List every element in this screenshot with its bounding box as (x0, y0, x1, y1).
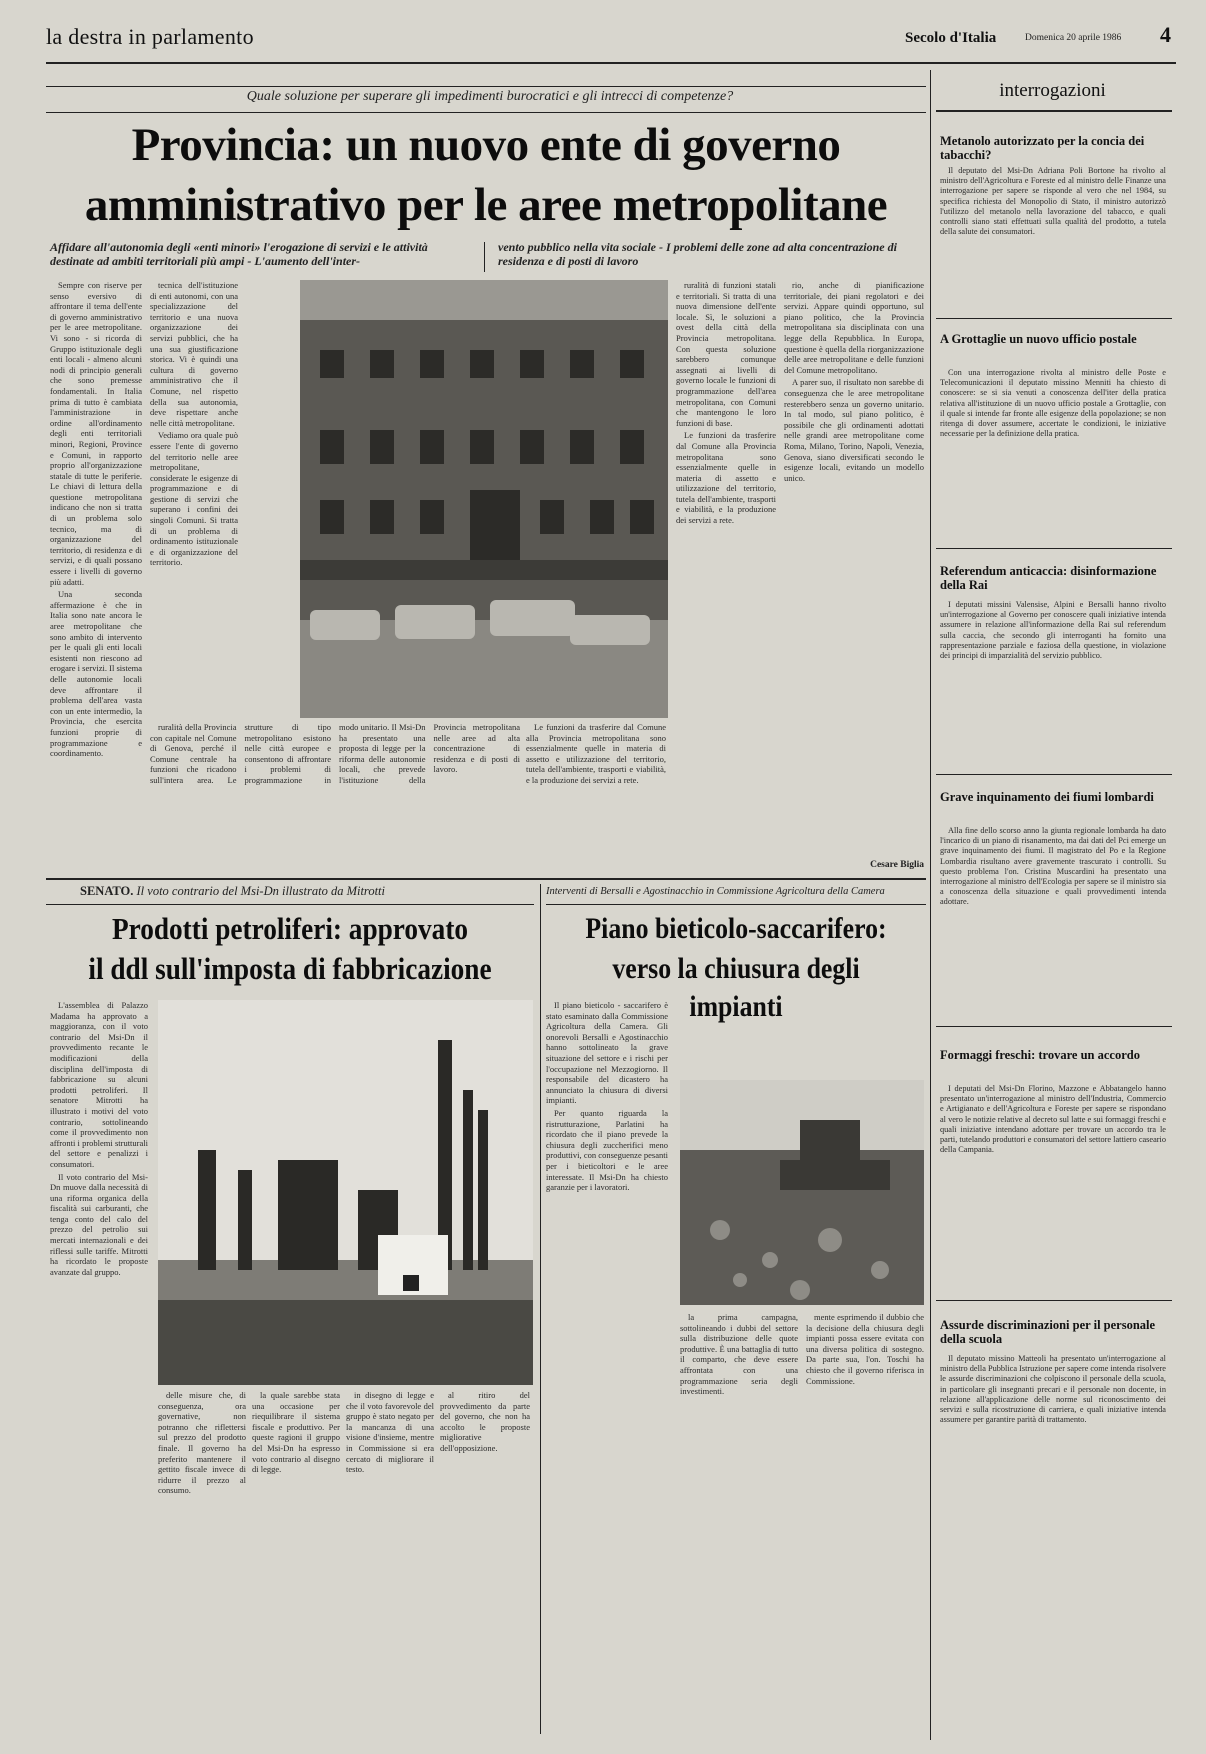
sidebar-divider-3 (936, 774, 1172, 775)
sidebar-paragraph: Con una interrogazione rivolta al ministro delle Poste e Telecomunicazioni il deputato missino Menniti ha chiesto di conoscere: se si sia venuti a conoscenza dell'iter della pratica relativa all'istituzione di un nuovo ufficio postale a Grottaglie, con il quale si intende far fronte alle esigenze della popolazione; se non ritenga di dover assumere, accertate le condizioni, le iniziative necessarie per la definizione della pratica. (940, 368, 1166, 439)
main-body-paragraph: tecnica dell'istituzione di enti autonomi, con una specializzazione del territorio e una nuova organizzazione dei servizi pubblici, che ha una sua giustificazione storica. Vi è quindi una cultura di governo amministrativo che il Comune, nel rispetto della sua autonomia, deve rispettare anche nelle città metropolitane. (150, 280, 238, 428)
petroliferi-body-column-5 (440, 1390, 530, 1730)
main-top-rule (46, 86, 926, 87)
bieticolo-paragraph: Per quanto riguarda la ristrutturazione, Parlatini ha ricordato che il piano prevede la chiusura degli zuccherifici meno produttivi, con conseguenze pesanti per i bieticoltori e le aree interessate. Il Msi-Dn ha chiesto garanzie per i lavoratori. (546, 1107, 668, 1193)
petroliferi-body-column-1 (50, 1000, 148, 1730)
main-body-column-2 (150, 280, 238, 720)
main-body-paragraph: A parer suo, il risultato non sarebbe di conseguenza che le aree metropolitane resterebbero senza un governo unitario. In tal modo, sul piano politico, è possibile che gli ordinamenti adottati nelle grandi aree metropolitane come Roma, Milano, Torino, Napoli, Venezia, Genova, siano diversificati secondo le esigenze locali, evitando un modello unico. (784, 377, 924, 483)
petroliferi-kicker-rest: Il voto contrario del Msi-Dn illustrato da Mitrotti (136, 884, 386, 898)
main-bottom-rule (46, 878, 926, 880)
bieticolo-photo-bulldozer (680, 1080, 924, 1305)
petroliferi-paragraph: delle misure che, di conseguenza, ora governative, non potranno che riflettersi sul prezzo del prodotto finale. Il governo ha preferito mantenere il gettito fiscale invece di ridurre il prezzo al consumo. (158, 1390, 246, 1496)
petroliferi-photo-refinery (158, 1000, 533, 1385)
main-kicker: Quale soluzione per superare gli impedimenti burocratici e gli intrecci di competenze? (246, 89, 734, 104)
sidebar-paragraph: Alla fine dello scorso anno la giunta regionale lombarda ha dato l'incarico di un piano di risanamento, ma dai dati del Pci emerge un grave inquinamento dei fiumi. Il magistrato del Po e la Regione Lombardia risultano avere gravemente trascurato i controlli. Su questo problema l'on. Cristina Muscardini ha presentato una interrogazione al ministro dell'Ecologia per sapere se il ministro sia a conoscenza della situazione e quali provvedimenti intenda adottare. (940, 826, 1166, 907)
main-photo-palazzo (300, 280, 668, 718)
petroliferi-headline-line2: il ddl sull'imposta di fabbricazione (88, 951, 492, 986)
main-byline: Cesare Biglia (870, 860, 924, 870)
section-title: la destra in parlamento (46, 24, 254, 49)
sidebar-header-rule (936, 110, 1172, 112)
sidebar-item-body (940, 1354, 1166, 1734)
sidebar-item-body (940, 166, 1166, 292)
main-body-paragraph: Vediamo ora quale può essere l'ente di governo del territorio nelle aree metropolitane, considerate le esigenze di programmazione e di gestione di servizi che superano i confini dei singoli Comuni. Si tratta di un problema di ordinamento istituzionale e di organizzazione del territorio. (150, 430, 238, 568)
sidebar-item-title: Metanolo autorizzato per la concia dei tabacchi? (940, 134, 1145, 162)
bottom-articles-divider (540, 884, 541, 1734)
bieticolo-body-column-3 (806, 1312, 924, 1732)
page-number: 4 (1160, 22, 1171, 47)
sidebar-divider-2 (936, 548, 1172, 549)
sidebar-item-title: Formaggi freschi: trovare un accordo (940, 1048, 1140, 1062)
main-body-paragraph: ruralità della Provincia con capitale nel Comune di Genova, perché il Comune centrale ha funzioni che ricadono sull'intera area. Le strutture di tipo metropolitano esistono nelle città europee e consentono di affrontare i problemi di programmazione in modo unitario. Il Msi-Dn ha presentato una proposta di legge per la riforma delle autonomie locali, che prevede l'istituzione della Provincia metropolitana nelle aree ad alta concentrazione di residenza e di posti di lavoro. (150, 722, 520, 785)
main-kicker-rule (46, 112, 926, 113)
sidebar-paragraph: I deputati missini Valensise, Alpini e Bersalli hanno rivolto un'interrogazione al Governo per conoscere quali iniziative intenda assumere in relazione all'informazione della Rai sul referendum sulla caccia, che secondo gli interroganti ha fornito una rappresentazione parziale e faziosa della questione, in violazione dei principi di imparzialità del servizio pubblico. (940, 600, 1166, 661)
bieticolo-kicker-rule (546, 904, 926, 905)
main-body-column-4 (676, 280, 776, 870)
sidebar-item-body (940, 600, 1166, 760)
issue-date: Domenica 20 aprile 1986 (1025, 33, 1122, 43)
petroliferi-body-column-2 (158, 1390, 246, 1730)
main-body-paragraph: Le funzioni da trasferire dal Comune alla Provincia metropolitana sono essenzialmente quelle in materia di assetto e utilizzazione del territorio, tutela dell'ambiente, trasporti e viabilità, e la produzione dei servizi a rete. (676, 430, 776, 526)
sidebar-divider-4 (936, 1026, 1172, 1027)
deck-divider (484, 242, 485, 272)
sidebar-paragraph: Il deputato del Msi-Dn Adriana Poli Bortone ha rivolto al ministro dell'Agricoltura e Foreste ed al ministro delle Finanze una interrogazione per sapere se risponde al vero che nel 1984, su specifica richiesta del Monopolio di Stato, il ministro autorizzò l'utilizzo del metanolo nella lavorazione del tabacco, e quali controlli siano stati effettuati sulla qualità del prodotto, a tutela della salute dei consumatori. (940, 166, 1166, 237)
sidebar-divider-5 (936, 1300, 1172, 1301)
petroliferi-paragraph: la quale sarebbe stata una occasione per riequilibrare il sistema fiscale e produttivo. Per queste ragioni il gruppo del Msi-Dn ha espresso voto contrario al disegno di legge. (252, 1390, 340, 1475)
sidebar-divider (930, 70, 931, 1740)
sidebar-item-title: Referendum anticaccia: disinformazione della Rai (940, 564, 1157, 592)
photo-caption-columns (150, 722, 520, 870)
bieticolo-body-column-1 (546, 1000, 668, 1730)
main-body-column-5 (784, 280, 924, 850)
newspaper-name: Secolo d'Italia (905, 30, 997, 46)
bieticolo-headline-line2: verso la chiusura degli impianti (612, 952, 860, 1023)
main-body-paragraph: Sempre con riserve per senso eversivo di affrontare il tema dell'ente di governo amministrativo per le aree metropolitane. Vi sono - si ricorda di Gruppo istituzionale degli enti locali - almeno alcuni nodi di principio generali che sono premesse fondamentali. In Italia prima di tutto è cambiata l'amministrazione in ordine all'ordinamento degli enti territoriali minori, Regioni, Province e Comuni, in rapporto proprio all'organizzazione statale di tutte le periferie. Le chiavi di lettura della questione metropolitana indicano che non si tratta di un problema solo tecnico, ma di organizzazione del territorio, di residenza e di servizi, e di quali possano essere i livelli di governo più adatti. (50, 280, 142, 587)
main-body-column-3 (526, 722, 666, 870)
main-headline-line1: Provincia: un nuovo ente di governo (131, 119, 841, 171)
sidebar-item-body (940, 368, 1166, 528)
main-body-paragraph: rio, anche di pianificazione territoriale, dei piani regolatori e dei servizi. Appare quindi opportuno, sul piano politico, che la Provincia metropolitana sia disciplinata con una legge della Repubblica. In Europa, questione è quella della riorganizzazione delle aree metropolitane e delle funzioni del Comune metropolitano. (784, 280, 924, 375)
petroliferi-kicker (80, 884, 480, 899)
petroliferi-paragraph: al ritiro del provvedimento da parte del governo, che non ha accolto le proposte migliorative dell'opposizione. (440, 1390, 530, 1453)
petroliferi-headline-line1: Prodotti petroliferi: approvato (111, 911, 469, 946)
sidebar-paragraph: I deputati del Msi-Dn Florino, Mazzone e Abbatangelo hanno presentato un'interrogazione al ministro dell'Industria, Commercio e Artigianato e dell'Agricoltura e Foreste per sapere se rispondano al vero le notizie relative al decreto sul latte e sui formaggi freschi e quali iniziative intendano adottare per trovare un accordo tra le parti, tutelando produttori e consumatori del settore lattiero caseario della Campania. (940, 1084, 1166, 1155)
petroliferi-kicker-bold: SENATO. (80, 884, 134, 898)
bieticolo-paragraph: Il piano bieticolo - saccarifero è stato esaminato dalla Commissione Agricoltura della Camera. Gli onorevoli Bersalli e Agostinacchio hanno sottolineato la grave situazione del settore e i rischi per l'occupazione nel Mezzogiorno. Il responsabile del dicastero ha annunciato la chiusura di diversi impianti. (546, 1000, 668, 1106)
petroliferi-body-column-4 (346, 1390, 434, 1730)
petroliferi-paragraph: in disegno di legge e che il voto favorevole del gruppo è stato negato per la mancanza di una visione d'insieme, mentre in Commissione si era cercato di migliorare il testo. (346, 1390, 434, 1475)
sidebar-paragraph: Il deputato missino Matteoli ha presentato un'interrogazione al ministro della Pubblica Istruzione per sapere come intenda risolvere le assurde discriminazioni che colpiscono il personale della scuola, in particolare gli insegnanti precari e il personale non docente, in relazione all'applicazione delle norme sul riconoscimento dei servizi e sulla ricostruzione di carriera, e quali iniziative intenda assumere per garantire parità di trattamento. (940, 1354, 1166, 1425)
bieticolo-headline-line1: Piano bieticolo-saccarifero: (585, 912, 887, 945)
main-body-column-1 (50, 280, 142, 980)
bieticolo-paragraph: mente esprimendo il dubbio che la decisione della chiusura degli impianti possa essere evitata con una diversa politica di sostegno. Da parte sua, l'on. Toschi ha chiesto che il governo riferisca in Commissione. (806, 1312, 924, 1386)
main-deck-right: vento pubblico nella vita sociale - I problemi delle zone ad alta concentrazione di residenza e di posti di lavoro (498, 240, 897, 268)
sidebar-header: interrogazioni (999, 80, 1106, 101)
bieticolo-paragraph: la prima campagna, sottolineando i dubbi del settore sulla distribuzione delle quote produttive. È una battaglia di tutto il comparto, che deve essere affrontata con una programmazione seria degli investimenti. (680, 1312, 798, 1397)
bieticolo-body-column-2 (680, 1312, 798, 1732)
sidebar-item-title: Assurde discriminazioni per il personale della scuola (940, 1318, 1156, 1346)
main-deck-left: Affidare all'autonomia degli «enti minori» l'erogazione di servizi e le attività destinate ad ambiti territoriali più ampi - L'aumento dell'inter- (50, 240, 428, 268)
masthead-rule (46, 62, 1176, 64)
sidebar-divider-1 (936, 318, 1172, 319)
main-body-paragraph: Le funzioni da trasferire dal Comune alla Provincia metropolitana sono essenzialmente quelle in materia di assetto e utilizzazione del territorio, tutela dell'ambiente, trasporti e viabilità, e la produzione dei servizi a rete. (526, 722, 666, 785)
bieticolo-kicker: Interventi di Bersalli e Agostinacchio in Commissione Agricoltura della Camera (546, 886, 885, 897)
petroliferi-paragraph: Il voto contrario del Msi-Dn muove dalla necessità di una riforma organica della fiscalità sui carburanti, che tenga conto del calo del prezzo del petrolio sui mercati internazionali e dei riflessi sulle tariffe. Mitrotti ha ricordato le proposte avanzate dal gruppo. (50, 1171, 148, 1277)
main-body-paragraph: Una seconda affermazione è che in Italia sono nate ancora le aree metropolitane che sono ambito di intervento per le quali gli enti locali esistenti non riescono ad erogare i servizi. Il sistema delle autonomie locali deve affrontare il problema dell'area vasta con un ente intermedio, la Provincia, che esercita funzioni proprie di programmazione e coordinamento. (50, 589, 142, 759)
sidebar-item-title: A Grottaglie un nuovo ufficio postale (940, 332, 1137, 346)
main-headline-line2: amministrativo per le aree metropolitane (84, 179, 888, 231)
sidebar-item-body (940, 1084, 1166, 1284)
main-body-paragraph: ruralità di funzioni statali e territoriali. Si tratta di una nuova dimensione dell'ente locale. Sì, le soluzioni a ovest della città della Provincia metropolitana. Con questa soluzione sarebbero comunque assegnati ai livelli di governo locale le funzioni di programmazione dell'area metropolitana, con Comuni che mantengono le loro funzioni di base. (676, 280, 776, 428)
petroliferi-kicker-rule (46, 904, 534, 905)
petroliferi-body-column-3 (252, 1390, 340, 1730)
sidebar-item-title: Grave inquinamento dei fiumi lombardi (940, 790, 1154, 804)
sidebar-item-body (940, 826, 1166, 1008)
petroliferi-paragraph: L'assemblea di Palazzo Madama ha approvato a maggioranza, con il voto contrario del Msi-Dn il provvedimento recante le modificazioni della disciplina dell'imposta di fabbricazione su alcuni prodotti petroliferi. Il senatore Mitrotti ha illustrato i motivi del voto contrario, sottolineando come il provvedimento non affronti i problemi strutturali del settore e penalizzi i consumatori. (50, 1000, 148, 1169)
